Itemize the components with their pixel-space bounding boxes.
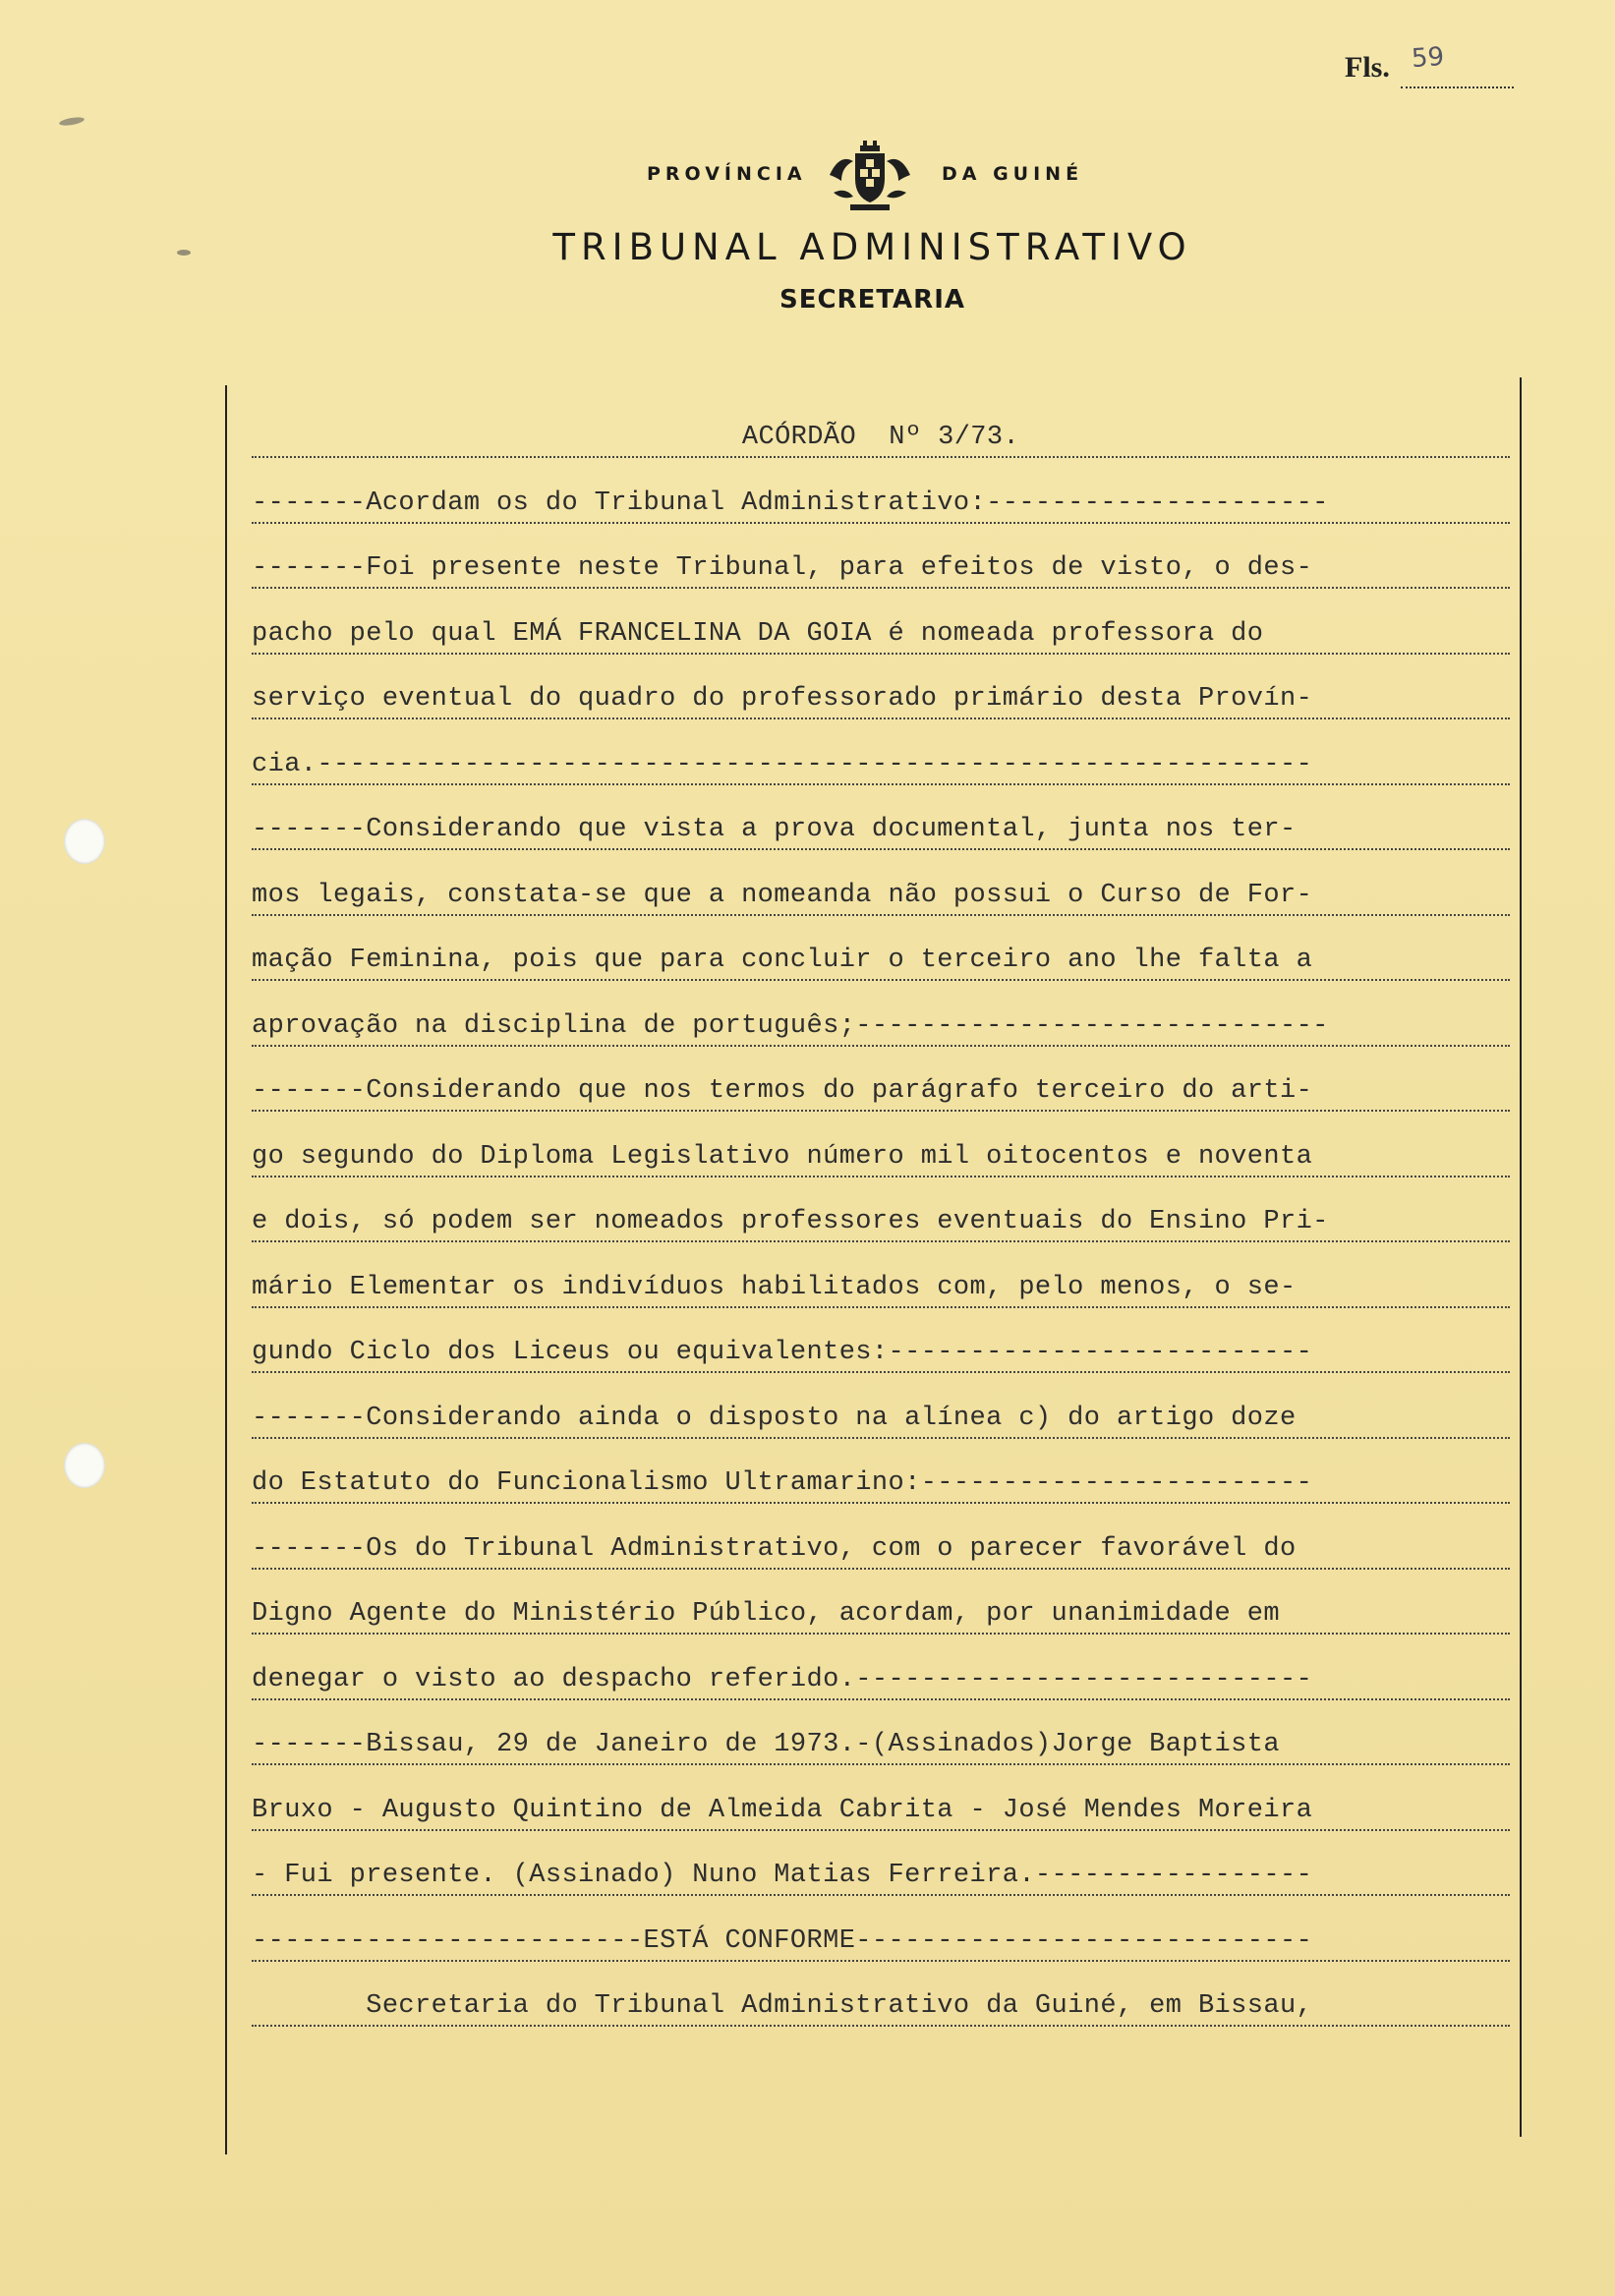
body-line: pacho pelo qual EMÁ FRANCELINA DA GOIA é nomeada professora do xyxy=(252,617,1510,655)
body-line: Bruxo - Augusto Quintino de Almeida Cabrita - José Mendes Moreira xyxy=(252,1794,1510,1831)
body-line: mação Feminina, pois que para concluir o terceiro ano lhe falta a xyxy=(252,944,1510,981)
folio-number: 59 xyxy=(1410,41,1446,75)
folio-label: Fls. xyxy=(1345,51,1390,84)
body-line: -------Bissau, 29 de Janeiro de 1973.-(Assinados)Jorge Baptista xyxy=(252,1728,1510,1765)
body-line: gundo Ciclo dos Liceus ou equivalentes:-------------------------- xyxy=(252,1336,1510,1373)
body-line: -------Considerando ainda o disposto na alínea c) do artigo doze xyxy=(252,1402,1510,1439)
punch-hole-bottom xyxy=(64,1443,105,1488)
left-margin-rule xyxy=(225,385,227,2154)
body-line: cia.------------------------------------------------------------- xyxy=(252,748,1510,785)
folio-underline xyxy=(1401,86,1514,88)
body-line: e dois, só podem ser nomeados professores eventuais do Ensino Pri- xyxy=(252,1205,1510,1242)
body-line: Secretaria do Tribunal Administrativo da Guiné, em Bissau, xyxy=(252,1989,1510,2027)
body-line: serviço eventual do quadro do professorado primário desta Provín- xyxy=(252,682,1510,719)
ink-speck xyxy=(59,116,86,127)
guinea-label: DA GUINÉ xyxy=(942,163,1084,185)
body-line: -------Considerando que nos termos do parágrafo terceiro do arti- xyxy=(252,1074,1510,1112)
body-line: denegar o visto ao despacho referido.---------------------------- xyxy=(252,1663,1510,1700)
body-line: do Estatuto do Funcionalismo Ultramarino:------------------------ xyxy=(252,1466,1510,1504)
coat-of-arms-icon xyxy=(826,138,914,216)
body-line: mos legais, constata-se que a nomeanda não possui o Curso de For- xyxy=(252,879,1510,916)
body-line: -------Os do Tribunal Administrativo, com o parecer favorável do xyxy=(252,1532,1510,1570)
body-line: ------------------------ESTÁ CONFORME---------------------------- xyxy=(252,1924,1510,1962)
ink-speck xyxy=(177,250,191,256)
body-line: aprovação na disciplina de português;----------------------------- xyxy=(252,1009,1510,1047)
office-subtitle: SECRETARIA xyxy=(779,285,965,315)
province-label: PROVÍNCIA xyxy=(647,163,807,185)
body-line: -------Considerando que vista a prova documental, junta nos ter- xyxy=(252,813,1510,850)
body-line: mário Elementar os indivíduos habilitados com, pelo menos, o se- xyxy=(252,1271,1510,1308)
punch-hole-top xyxy=(64,819,105,864)
body-line: -------Foi presente neste Tribunal, para efeitos de visto, o des- xyxy=(252,551,1510,589)
body-line: go segundo do Diploma Legislativo número mil oitocentos e noventa xyxy=(252,1140,1510,1177)
right-margin-rule xyxy=(1520,377,1522,2137)
body-line: - Fui presente. (Assinado) Nuno Matias Ferreira.----------------- xyxy=(252,1859,1510,1896)
office-title: TRIBUNAL ADMINISTRATIVO xyxy=(552,226,1192,268)
body-line: -------Acordam os do Tribunal Administrativo:--------------------- xyxy=(252,487,1510,524)
decision-heading: ACÓRDÃO Nº 3/73. xyxy=(252,421,1510,458)
body-line: Digno Agente do Ministério Público, acordam, por unanimidade em xyxy=(252,1597,1510,1635)
